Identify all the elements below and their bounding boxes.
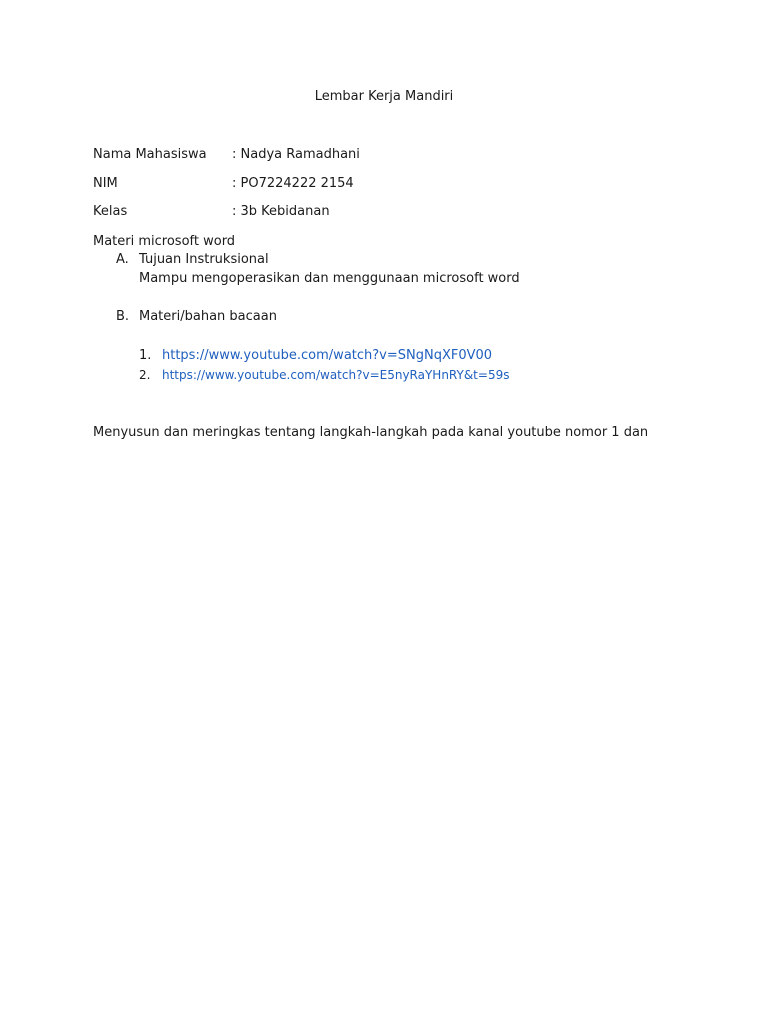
materi-heading: Materi microsoft word (93, 234, 236, 249)
student-class-row (93, 204, 330, 219)
student-class-label: Kelas (93, 204, 128, 219)
student-nim-value: : PO7224222 2154 (232, 176, 354, 191)
summary-paragraph: Menyusun dan meringkas tentang langkah-langkah pada kanal youtube nomor 1 dan (93, 425, 649, 440)
youtube-link-1[interactable]: https://www.youtube.com/watch?v=SNgNqXF0V00 (162, 348, 493, 363)
section-b-marker: B. (116, 309, 130, 324)
student-nim-label: NIM (93, 176, 118, 191)
student-class-value: : 3b Kebidanan (232, 204, 330, 219)
youtube-link-2[interactable]: https://www.youtube.com/watch?v=E5nyRaYHnRY&t=59s (162, 368, 510, 382)
section-b-heading: Materi/bahan bacaan (139, 309, 277, 324)
student-name-value: : Nadya Ramadhani (232, 147, 360, 162)
section-a-heading: Tujuan Instruksional (139, 252, 269, 267)
section-a-marker: A. (116, 252, 129, 267)
link-1-number: 1. (139, 348, 152, 363)
section-a-body: Mampu mengoperasikan dan menggunaan microsoft word (139, 271, 520, 286)
document-title: Lembar Kerja Mandiri (314, 89, 454, 104)
link-2-number: 2. (139, 368, 151, 382)
student-nim-row (93, 176, 354, 191)
student-name-label: Nama Mahasiswa (93, 147, 207, 162)
student-name-row (93, 147, 360, 162)
